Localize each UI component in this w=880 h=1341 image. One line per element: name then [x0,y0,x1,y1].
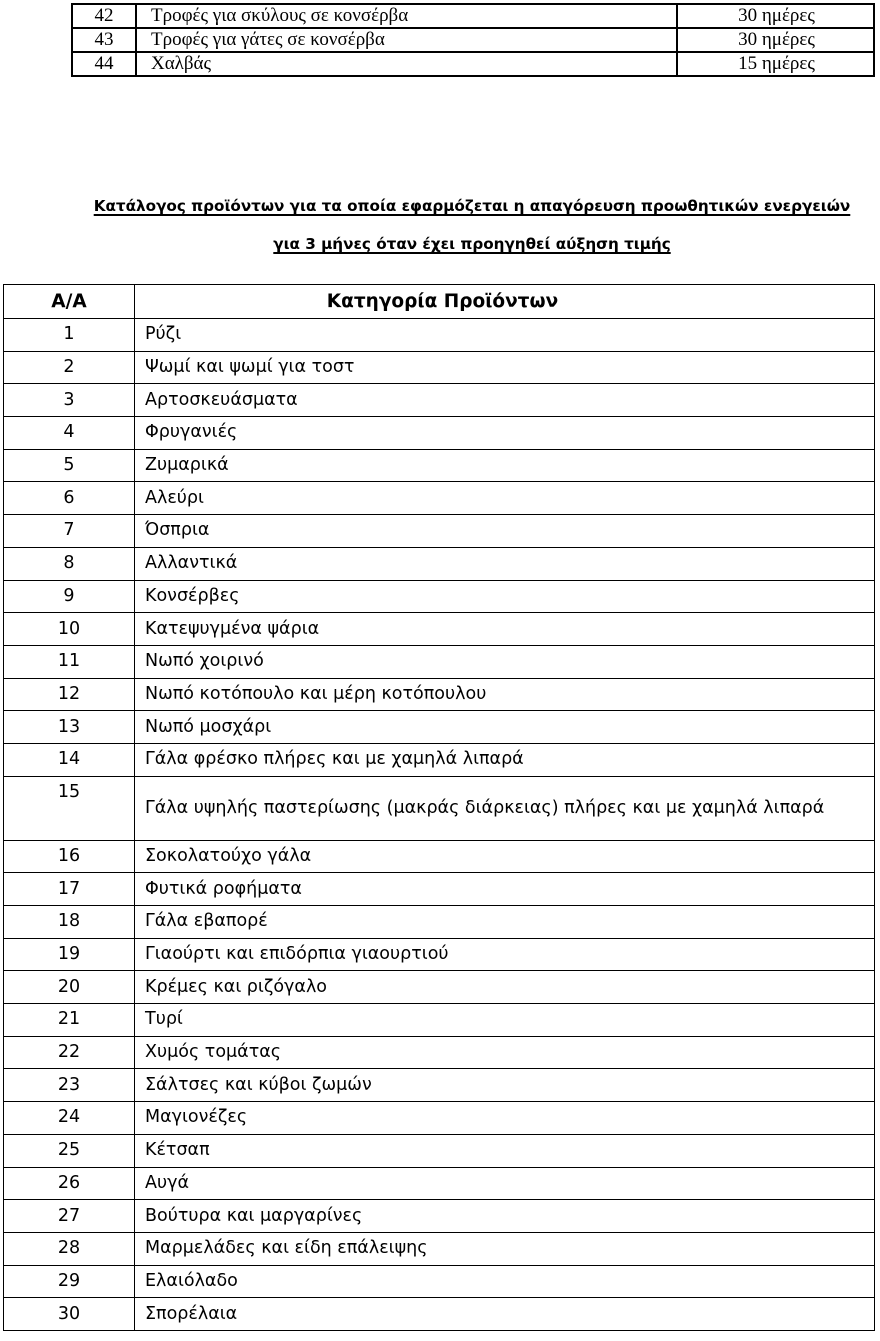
table-row [4,515,875,548]
table-row [4,613,875,646]
row-number: 14 [4,743,135,776]
table-row [4,743,875,776]
product-category: Νωπό κοτόπουλο και μέρη κοτόπουλου [135,678,875,711]
row-number: 10 [4,613,135,646]
table-row [4,482,875,515]
table-row [4,1232,875,1265]
table-row [4,1265,875,1298]
product-name: Τροφές για σκύλους σε κονσέρβα [136,4,677,28]
table-row [4,840,875,873]
row-number: 44 [72,52,136,76]
table-row [4,1102,875,1135]
product-category: Ζυμαρικά [135,449,875,482]
row-number: 29 [4,1265,135,1298]
product-category: Σπορέλαια [135,1298,875,1331]
duration: 30 ημέρες [677,28,874,52]
row-number: 25 [4,1134,135,1167]
product-category: Κατεψυγμένα ψάρια [135,613,875,646]
row-number: 9 [4,580,135,613]
product-category: Τυρί [135,1004,875,1037]
row-number: 42 [72,4,136,28]
product-category: Κέτσαπ [135,1134,875,1167]
row-number: 20 [4,971,135,1004]
table-row [4,384,875,417]
product-category: Νωπό μοσχάρι [135,711,875,744]
row-number: 22 [4,1036,135,1069]
table-row [4,711,875,744]
product-category: Χυμός τομάτας [135,1036,875,1069]
table-row [4,1298,875,1331]
product-category: Όσπρια [135,515,875,548]
duration-table [71,3,875,77]
product-category: Αλλαντικά [135,547,875,580]
row-number: 24 [4,1102,135,1135]
table-row [4,938,875,971]
table-row [4,1134,875,1167]
row-number: 4 [4,417,135,450]
row-number: 1 [4,319,135,352]
product-category: Φυτικά ροφήματα [135,873,875,906]
product-category: Γιαούρτι και επιδόρπια γιαουρτιού [135,938,875,971]
row-number: 23 [4,1069,135,1102]
table-body [4,319,875,1331]
row-number: 5 [4,449,135,482]
table-row [4,873,875,906]
table-header-row [4,285,875,319]
table-row [4,776,875,840]
product-category: Κρέμες και ριζόγαλο [135,971,875,1004]
product-category: Κονσέρβες [135,580,875,613]
product-category: Νωπό χοιρινό [135,645,875,678]
product-category: Μαρμελάδες και είδη επάλειψης [135,1232,875,1265]
product-category: Ρύζι [135,319,875,352]
table-row [4,1004,875,1037]
product-category-table [3,284,875,1331]
duration: 15 ημέρες [677,52,874,76]
row-number: 17 [4,873,135,906]
table-row [4,1200,875,1233]
section-heading-line-1: Κατάλογος προϊόντων για τα οποία εφαρμόζεται η απαγόρευση προωθητικών ενεργειών [93,197,851,215]
product-category: Σοκολατούχο γάλα [135,840,875,873]
row-number: 19 [4,938,135,971]
table-row [4,1069,875,1102]
row-number: 16 [4,840,135,873]
product-category: Αυγά [135,1167,875,1200]
table-row [4,971,875,1004]
product-category: Γάλα φρέσκο πλήρες και με χαμηλά λιπαρά [135,743,875,776]
row-number: 30 [4,1298,135,1331]
product-category: Γάλα εβαπορέ [135,906,875,939]
table-row [4,1167,875,1200]
product-category: Μαγιονέζες [135,1102,875,1135]
row-number: 8 [4,547,135,580]
product-category: Αλεύρι [135,482,875,515]
table-row [4,449,875,482]
row-number: 26 [4,1167,135,1200]
row-number: 43 [72,28,136,52]
table-row [72,4,874,28]
row-number: 3 [4,384,135,417]
table-row [72,28,874,52]
product-category: Αρτοσκευάσματα [135,384,875,417]
product-category: Γάλα υψηλής παστερίωσης (μακράς διάρκειας) πλήρες και με χαμηλά λιπαρά [135,776,875,840]
table-row [4,417,875,450]
row-number: 7 [4,515,135,548]
product-category: Ψωμί και ψωμί για τοστ [135,351,875,384]
row-number: 18 [4,906,135,939]
table-row [4,1036,875,1069]
table-row [4,645,875,678]
table-row [4,547,875,580]
row-number: 6 [4,482,135,515]
row-number: 2 [4,351,135,384]
table-row [72,52,874,76]
table-row [4,351,875,384]
table-row [4,906,875,939]
table-row [4,580,875,613]
product-category: Βούτυρα και μαργαρίνες [135,1200,875,1233]
table-row [4,678,875,711]
section-heading-line-2: για 3 μήνες όταν έχει προηγηθεί αύξηση τιμής [273,235,671,253]
row-number: 28 [4,1232,135,1265]
row-number: 15 [4,776,135,840]
product-category: Ελαιόλαδο [135,1265,875,1298]
row-number: 27 [4,1200,135,1233]
row-number: 13 [4,711,135,744]
product-name: Τροφές για γάτες σε κονσέρβα [136,28,677,52]
product-category: Φρυγανιές [135,417,875,450]
product-category: Σάλτσες και κύβοι ζωμών [135,1069,875,1102]
table-row [4,319,875,352]
row-number: 12 [4,678,135,711]
product-name: Χαλβάς [136,52,677,76]
column-header-category: Κατηγορία Προϊόντων [135,285,875,319]
duration: 30 ημέρες [677,4,874,28]
row-number: 21 [4,1004,135,1037]
column-header-aa: Α/Α [4,285,135,319]
row-number: 11 [4,645,135,678]
